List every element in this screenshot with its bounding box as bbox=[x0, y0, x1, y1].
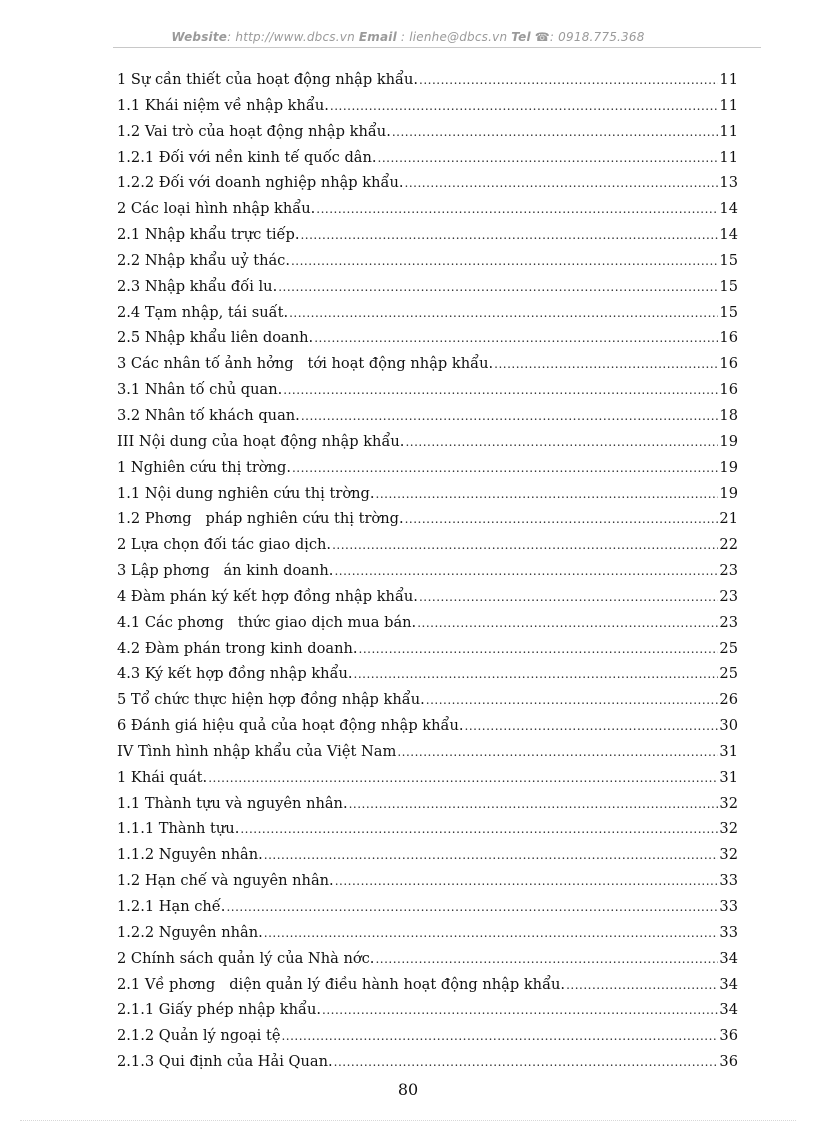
toc-dot-leader bbox=[330, 94, 719, 119]
toc-entry-page: 34 bbox=[719, 1001, 738, 1019]
toc-entry[interactable] bbox=[117, 67, 738, 93]
toc-entry[interactable] bbox=[117, 739, 738, 765]
toc-entry-title: 4.3 Ký kết hợp đồng nhập khẩu. bbox=[117, 665, 353, 683]
toc-dot-leader bbox=[264, 843, 719, 868]
toc-dot-leader bbox=[322, 998, 718, 1023]
toc-entry-page: 21 bbox=[719, 510, 738, 528]
toc-entry-page: 33 bbox=[719, 898, 738, 915]
toc-entry-page: 31 bbox=[719, 742, 738, 760]
toc-entry-title: 2.1.3 Qui định của Hải Quan. bbox=[117, 1053, 333, 1071]
toc-entry-page: 15 bbox=[719, 251, 738, 269]
toc-dot-leader bbox=[378, 146, 719, 171]
toc-entry[interactable] bbox=[117, 687, 738, 713]
toc-entry-page: 23 bbox=[719, 587, 738, 605]
toc-entry[interactable] bbox=[117, 584, 738, 610]
toc-dot-leader bbox=[419, 585, 718, 610]
toc-dot-leader bbox=[354, 662, 719, 687]
toc-entry-page: 36 bbox=[719, 1027, 738, 1045]
toc-entry-page: 18 bbox=[719, 406, 738, 424]
toc-dot-leader bbox=[376, 482, 719, 507]
toc-dot-leader bbox=[375, 947, 718, 972]
toc-entry-page: 11 bbox=[719, 96, 738, 114]
toc-entry[interactable] bbox=[117, 868, 738, 894]
toc-entry[interactable] bbox=[117, 248, 738, 274]
toc-entry-page: 34 bbox=[719, 949, 738, 967]
toc-entry-title: 4.1 Các phơng thức giao dịch mua bán. bbox=[117, 613, 417, 631]
toc-entry-title: 1.1.1 Thành tựu. bbox=[117, 820, 240, 838]
toc-entry-title: 4 Đàm phán ký kết hợp đồng nhập khẩu. bbox=[117, 587, 418, 605]
toc-entry[interactable] bbox=[117, 765, 738, 791]
toc-entry[interactable] bbox=[117, 119, 738, 145]
toc-entry-title: 3 Các nhân tố ảnh hởng tới hoạt động nhập khẩu. bbox=[117, 355, 494, 373]
toc-entry-title: 1.2.1 Đối với nền kinh tế quốc dân. bbox=[117, 148, 377, 166]
toc-entry-page: 19 bbox=[719, 484, 738, 502]
toc-entry[interactable] bbox=[117, 145, 738, 171]
toc-entry[interactable] bbox=[117, 170, 738, 196]
table-of-contents bbox=[117, 67, 738, 1075]
toc-entry[interactable] bbox=[117, 300, 738, 326]
toc-dot-leader bbox=[226, 895, 718, 920]
toc-dot-leader bbox=[417, 611, 718, 636]
toc-entry[interactable] bbox=[117, 429, 738, 455]
toc-entry-title: 1.1 Nội dung nghiên cứu thị trờng. bbox=[117, 484, 375, 502]
toc-entry-title: 1 Nghiên cứu thị trờng. bbox=[117, 458, 291, 476]
toc-entry-title: 5 Tổ chức thực hiện hợp đồng nhập khẩu. bbox=[117, 691, 425, 709]
toc-dot-leader bbox=[316, 197, 718, 222]
toc-dot-leader bbox=[392, 120, 719, 145]
toc-entry[interactable] bbox=[117, 532, 738, 558]
toc-entry-title: 1.2 Phơng pháp nghiên cứu thị trờng. bbox=[117, 510, 404, 528]
toc-entry-title: 1.1.2 Nguyên nhân. bbox=[117, 846, 263, 864]
toc-dot-leader bbox=[566, 973, 718, 998]
toc-dot-leader bbox=[405, 507, 719, 532]
toc-entry-title: 3 Lập phơng án kinh doanh. bbox=[117, 562, 334, 580]
toc-dot-leader bbox=[292, 456, 718, 481]
toc-entry[interactable] bbox=[117, 222, 738, 248]
toc-entry-title: 1.2.2 Đối với doanh nghiệp nhập khẩu. bbox=[117, 174, 404, 192]
toc-dot-leader bbox=[281, 1024, 718, 1049]
toc-entry-title: 1.1 Thành tựu và nguyên nhân. bbox=[117, 794, 348, 812]
toc-entry[interactable] bbox=[117, 93, 738, 119]
toc-entry[interactable] bbox=[117, 481, 738, 507]
toc-dot-leader bbox=[283, 378, 718, 403]
toc-entry-title: 1.2.1 Hạn chế. bbox=[117, 898, 226, 915]
toc-dot-leader bbox=[359, 637, 719, 662]
toc-entry-title: 2.2 Nhập khẩu uỷ thác. bbox=[117, 251, 290, 269]
toc-entry[interactable] bbox=[117, 351, 738, 377]
toc-entry-page: 16 bbox=[719, 329, 738, 347]
website-link[interactable]: : http://www.dbcs.vn bbox=[227, 30, 359, 44]
toc-entry[interactable] bbox=[117, 403, 738, 429]
toc-entry-title: 2.3 Nhập khẩu đối lu. bbox=[117, 277, 278, 295]
toc-entry[interactable] bbox=[117, 610, 738, 636]
toc-entry[interactable] bbox=[117, 1049, 738, 1075]
toc-dot-leader bbox=[240, 817, 718, 842]
toc-dot-leader bbox=[349, 792, 719, 817]
toc-entry-page: 25 bbox=[719, 639, 738, 657]
toc-dot-leader bbox=[264, 921, 719, 946]
toc-entry[interactable] bbox=[117, 894, 738, 920]
toc-entry-page: 34 bbox=[719, 975, 738, 993]
toc-dot-leader bbox=[291, 249, 718, 274]
toc-entry[interactable] bbox=[117, 274, 738, 300]
toc-entry-page: 15 bbox=[719, 303, 738, 321]
email-label: Email bbox=[358, 30, 397, 44]
toc-entry-page: 11 bbox=[719, 71, 738, 88]
toc-entry-page: 11 bbox=[719, 122, 738, 140]
toc-entry[interactable] bbox=[117, 455, 738, 481]
toc-entry[interactable] bbox=[117, 377, 738, 403]
toc-dot-leader bbox=[208, 766, 718, 791]
toc-entry[interactable] bbox=[117, 1023, 738, 1049]
phone-number: ☎: 0918.775.368 bbox=[530, 30, 645, 44]
toc-entry-page: 11 bbox=[719, 148, 738, 166]
toc-entry-title: III Nội dung của hoạt động nhập khẩu. bbox=[117, 432, 405, 450]
toc-entry[interactable] bbox=[117, 506, 738, 532]
toc-dot-leader bbox=[494, 352, 718, 377]
toc-dot-leader bbox=[334, 559, 718, 584]
toc-entry-title: 2.1 Về phơng diện quản lý điều hành hoạt động nhập khẩu. bbox=[117, 975, 566, 993]
toc-entry-title: 1 Sự cần thiết của hoạt động nhập khẩu. bbox=[117, 71, 419, 88]
website-label: Website bbox=[171, 30, 228, 44]
toc-entry-title: 1.2.2 Nguyên nhân. bbox=[117, 923, 263, 941]
page-number: 80 bbox=[397, 1080, 419, 1099]
toc-entry-page: 14 bbox=[719, 200, 738, 218]
toc-entry-page: 16 bbox=[719, 381, 738, 399]
toc-entry[interactable] bbox=[117, 946, 738, 972]
toc-dot-leader bbox=[397, 740, 718, 765]
toc-entry[interactable] bbox=[117, 972, 738, 998]
toc-entry-page: 32 bbox=[719, 820, 738, 838]
toc-entry-page: 33 bbox=[719, 923, 738, 941]
toc-entry[interactable] bbox=[117, 713, 738, 739]
toc-entry-title: 4.2 Đàm phán trong kinh doanh. bbox=[117, 639, 358, 657]
toc-entry-page: 32 bbox=[719, 794, 738, 812]
toc-entry-page: 14 bbox=[719, 226, 738, 244]
toc-entry-page: 30 bbox=[719, 717, 738, 735]
header-divider bbox=[113, 47, 761, 48]
toc-entry-page: 16 bbox=[719, 355, 738, 373]
toc-entry-title: 3.1 Nhân tố chủ quan. bbox=[117, 381, 283, 399]
toc-entry[interactable] bbox=[117, 558, 738, 584]
toc-entry-title: 2.4 Tạm nhập, tái suất. bbox=[117, 303, 289, 321]
toc-entry-title: 1.1 Khái niệm về nhập khẩu. bbox=[117, 96, 329, 114]
toc-entry-title: 1.2 Hạn chế và nguyên nhân. bbox=[117, 872, 334, 890]
toc-entry-title: 1 Khái quát. bbox=[117, 768, 208, 786]
toc-entry[interactable] bbox=[117, 636, 738, 662]
toc-entry[interactable] bbox=[117, 196, 738, 222]
toc-dot-leader bbox=[300, 223, 718, 248]
toc-entry-title: 2 Các loại hình nhập khẩu. bbox=[117, 200, 316, 218]
toc-entry-page: 32 bbox=[719, 846, 738, 864]
tel-label: Tel bbox=[511, 30, 531, 44]
toc-entry-page: 15 bbox=[719, 277, 738, 295]
toc-dot-leader bbox=[314, 326, 718, 351]
toc-entry-title: 2 Lựa chọn đối tác giao dịch. bbox=[117, 536, 332, 554]
toc-entry-page: 25 bbox=[719, 665, 738, 683]
toc-dot-leader bbox=[405, 430, 718, 455]
toc-entry[interactable] bbox=[117, 791, 738, 817]
toc-entry-title: 1.2 Vai trò của hoạt động nhập khẩu. bbox=[117, 122, 391, 140]
toc-entry[interactable] bbox=[117, 920, 738, 946]
toc-entry-title: IV Tình hình nhập khẩu của Việt Nam bbox=[117, 742, 397, 760]
toc-entry-page: 26 bbox=[719, 691, 738, 709]
toc-entry-title: 2.1.2 Quản lý ngoại tệ bbox=[117, 1027, 281, 1045]
toc-dot-leader bbox=[332, 533, 718, 558]
toc-entry-page: 22 bbox=[719, 536, 738, 554]
toc-entry-page: 13 bbox=[719, 174, 738, 192]
footer-divider bbox=[20, 1120, 796, 1121]
toc-entry-page: 33 bbox=[719, 872, 738, 890]
toc-dot-leader bbox=[405, 171, 719, 196]
toc-entry-page: 19 bbox=[719, 458, 738, 476]
toc-entry-page: 31 bbox=[719, 768, 738, 786]
toc-entry[interactable] bbox=[117, 661, 738, 687]
toc-entry[interactable] bbox=[117, 325, 738, 351]
toc-dot-leader bbox=[278, 275, 718, 300]
toc-entry-page: 19 bbox=[719, 432, 738, 450]
toc-entry-page: 23 bbox=[719, 562, 738, 580]
toc-dot-leader bbox=[335, 869, 719, 894]
toc-dot-leader bbox=[419, 68, 718, 93]
toc-entry-title: 2 Chính sách quản lý của Nhà nớc. bbox=[117, 949, 375, 967]
toc-entry-page: 23 bbox=[719, 613, 738, 631]
toc-dot-leader bbox=[301, 404, 719, 429]
toc-entry-title: 2.1.1 Giấy phép nhập khẩu. bbox=[117, 1001, 321, 1019]
email-link[interactable]: : lienhe@dbcs.vn bbox=[396, 30, 512, 44]
toc-dot-leader bbox=[426, 688, 719, 713]
toc-entry[interactable] bbox=[117, 816, 738, 842]
toc-entry-title: 2.5 Nhập khẩu liên doanh. bbox=[117, 329, 314, 347]
toc-dot-leader bbox=[289, 301, 718, 326]
page-header bbox=[0, 30, 816, 44]
toc-dot-leader bbox=[465, 714, 719, 739]
toc-entry-title: 6 Đánh giá hiệu quả của hoạt động nhập khẩu. bbox=[117, 717, 464, 735]
toc-entry-title: 2.1 Nhập khẩu trực tiếp. bbox=[117, 226, 300, 244]
toc-entry-title: 3.2 Nhân tố khách quan. bbox=[117, 406, 300, 424]
toc-entry-page: 36 bbox=[719, 1053, 738, 1071]
toc-dot-leader bbox=[334, 1050, 719, 1075]
toc-entry[interactable] bbox=[117, 997, 738, 1023]
toc-entry[interactable] bbox=[117, 842, 738, 868]
